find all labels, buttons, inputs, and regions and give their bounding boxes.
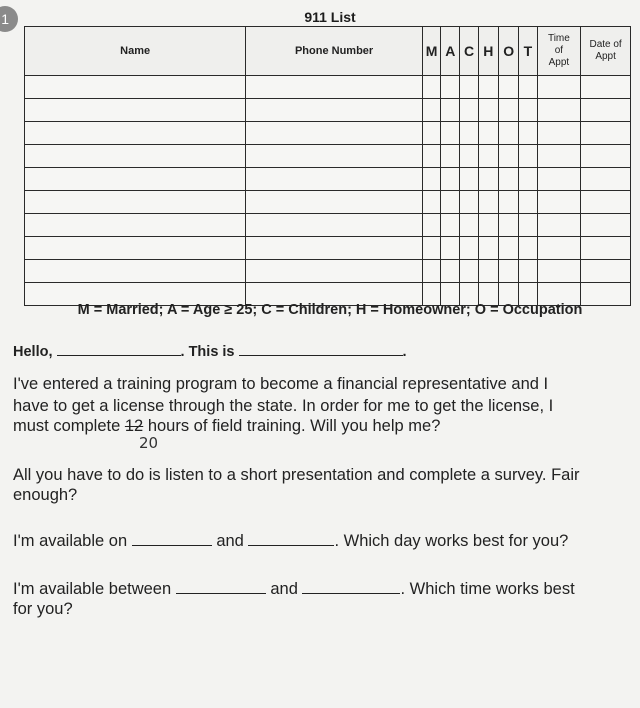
header-name: Name xyxy=(25,27,246,76)
page-title: 911 List xyxy=(304,9,356,25)
table-cell xyxy=(499,99,519,122)
hello-line xyxy=(13,343,407,360)
table-cell xyxy=(246,76,423,99)
table-cell xyxy=(25,122,246,145)
table-header-row xyxy=(25,27,631,76)
table-cell xyxy=(537,145,581,168)
legend-text: M = Married; A = Age ≥ 25; C = Children; H = Homeowner; O = Occupation xyxy=(77,302,583,318)
table-cell xyxy=(246,122,423,145)
handwritten-correction: 20 xyxy=(139,434,159,452)
table-cell xyxy=(460,191,478,214)
page-number-badge: 1 xyxy=(0,6,18,32)
table-cell xyxy=(246,214,423,237)
table-cell xyxy=(478,214,498,237)
table-cell xyxy=(25,76,246,99)
header-time-of-appt xyxy=(537,27,581,76)
header-date-line1: Date of xyxy=(589,39,622,50)
table-cell xyxy=(441,260,460,283)
table-cell xyxy=(25,260,246,283)
table-cell xyxy=(25,168,246,191)
table-cell xyxy=(441,145,460,168)
table-cell xyxy=(441,99,460,122)
table-cell xyxy=(537,122,581,145)
table-cell xyxy=(246,237,423,260)
table-cell xyxy=(519,214,537,237)
table-cell xyxy=(519,191,537,214)
table-cell xyxy=(581,191,631,214)
table-cell xyxy=(246,191,423,214)
header-homeowner: H xyxy=(478,27,498,76)
table-cell xyxy=(499,260,519,283)
table-cell xyxy=(537,168,581,191)
table-cell xyxy=(478,122,498,145)
paragraph1-line2: have to get a license through the state. In order for me to get the license, I xyxy=(13,397,554,415)
table-cell xyxy=(519,168,537,191)
paragraph1-line3-start: must complete xyxy=(13,417,125,435)
table-row xyxy=(25,237,631,260)
table-cell xyxy=(519,260,537,283)
table-cell xyxy=(519,237,537,260)
table-cell xyxy=(441,76,460,99)
table-cell xyxy=(537,99,581,122)
days-prefix: I'm available on xyxy=(13,532,128,550)
table-cell xyxy=(581,260,631,283)
table-cell xyxy=(246,168,423,191)
table-cell xyxy=(246,145,423,168)
table-cell xyxy=(478,76,498,99)
table-cell xyxy=(537,214,581,237)
table-row xyxy=(25,214,631,237)
table-cell xyxy=(478,260,498,283)
table-cell xyxy=(537,76,581,99)
table-cell xyxy=(581,214,631,237)
table-cell xyxy=(246,260,423,283)
table-cell xyxy=(460,99,478,122)
table-row xyxy=(25,191,631,214)
table-cell xyxy=(460,122,478,145)
table-cell xyxy=(519,76,537,99)
days-middle: and xyxy=(216,532,244,550)
table-row xyxy=(25,122,631,145)
table-cell xyxy=(499,76,519,99)
table-row xyxy=(25,99,631,122)
blank-day-2 xyxy=(248,533,334,546)
availability-times-line2: for you? xyxy=(13,600,73,618)
table-cell xyxy=(422,237,440,260)
table-cell xyxy=(422,214,440,237)
availability-times-line xyxy=(13,580,575,599)
table-cell xyxy=(519,145,537,168)
table-cell xyxy=(499,168,519,191)
header-age: A xyxy=(441,27,460,76)
times-prefix: I'm available between xyxy=(13,580,172,598)
table-cell xyxy=(499,122,519,145)
table-cell xyxy=(422,145,440,168)
blank-time-2 xyxy=(302,581,400,594)
hello-greeting: Hello, xyxy=(13,344,53,360)
table-cell xyxy=(478,99,498,122)
table-cell xyxy=(499,145,519,168)
table-cell xyxy=(499,237,519,260)
days-suffix: . Which day works best for you? xyxy=(334,532,569,550)
table-cell xyxy=(581,122,631,145)
table-cell xyxy=(460,168,478,191)
table-cell xyxy=(422,76,440,99)
table-cell xyxy=(246,99,423,122)
table-cell xyxy=(537,237,581,260)
table-cell xyxy=(422,168,440,191)
header-children: C xyxy=(460,27,478,76)
header-time-line3: Appt xyxy=(548,57,570,68)
table-cell xyxy=(25,214,246,237)
header-married: M xyxy=(422,27,440,76)
table-cell xyxy=(581,76,631,99)
header-t: T xyxy=(519,27,537,76)
table-cell xyxy=(478,145,498,168)
table-cell xyxy=(537,260,581,283)
table-cell xyxy=(581,99,631,122)
table-cell xyxy=(25,237,246,260)
table-cell xyxy=(581,237,631,260)
table-cell xyxy=(478,237,498,260)
table-cell xyxy=(581,168,631,191)
paragraph1-line1: I've entered a training program to become a financial representative and I xyxy=(13,375,549,393)
table-cell xyxy=(441,214,460,237)
table-cell xyxy=(581,145,631,168)
table-cell xyxy=(478,191,498,214)
paragraph2-line2: enough? xyxy=(13,486,78,504)
table-cell xyxy=(519,122,537,145)
table-cell xyxy=(441,168,460,191)
table-cell xyxy=(499,191,519,214)
table-cell xyxy=(460,237,478,260)
table-cell xyxy=(441,237,460,260)
times-suffix: . Which time works best xyxy=(400,580,575,598)
struck-hours: 12 xyxy=(124,417,144,435)
paragraph1-line3-end: hours of field training. Will you help me? xyxy=(143,417,441,435)
table-cell xyxy=(441,191,460,214)
table-cell xyxy=(460,260,478,283)
hello-this-is: . This is xyxy=(180,344,235,360)
table-row xyxy=(25,168,631,191)
table-cell xyxy=(422,122,440,145)
table-row xyxy=(25,76,631,99)
table-cell xyxy=(422,191,440,214)
availability-days-line xyxy=(13,532,568,551)
header-date-line2: Appt xyxy=(595,51,616,62)
table-cell xyxy=(25,145,246,168)
table-cell xyxy=(422,99,440,122)
header-time-line1: Time xyxy=(547,33,570,44)
table-cell xyxy=(460,76,478,99)
table-cell xyxy=(499,214,519,237)
table-cell xyxy=(422,260,440,283)
table-row xyxy=(25,260,631,283)
table-cell xyxy=(25,191,246,214)
contact-list-table xyxy=(24,26,631,306)
blank-day-1 xyxy=(132,533,212,546)
paragraph2-line1: All you have to do is listen to a short presentation and complete a survey. Fair xyxy=(13,466,580,484)
table-cell xyxy=(537,191,581,214)
header-time-line2: of xyxy=(554,45,564,56)
blank-caller-name xyxy=(239,343,403,356)
table-cell xyxy=(441,122,460,145)
header-phone-number: Phone Number xyxy=(246,27,423,76)
blank-recipient-name xyxy=(57,343,181,356)
paragraph1-line3 xyxy=(13,417,440,436)
table-row xyxy=(25,145,631,168)
header-occupation: O xyxy=(499,27,519,76)
hello-end: . xyxy=(402,344,407,360)
times-middle: and xyxy=(270,580,298,598)
table-cell xyxy=(460,145,478,168)
table-cell xyxy=(25,99,246,122)
table-cell xyxy=(460,214,478,237)
blank-time-1 xyxy=(176,581,266,594)
table-cell xyxy=(519,99,537,122)
header-date-of-appt xyxy=(581,27,631,76)
table-cell xyxy=(478,168,498,191)
